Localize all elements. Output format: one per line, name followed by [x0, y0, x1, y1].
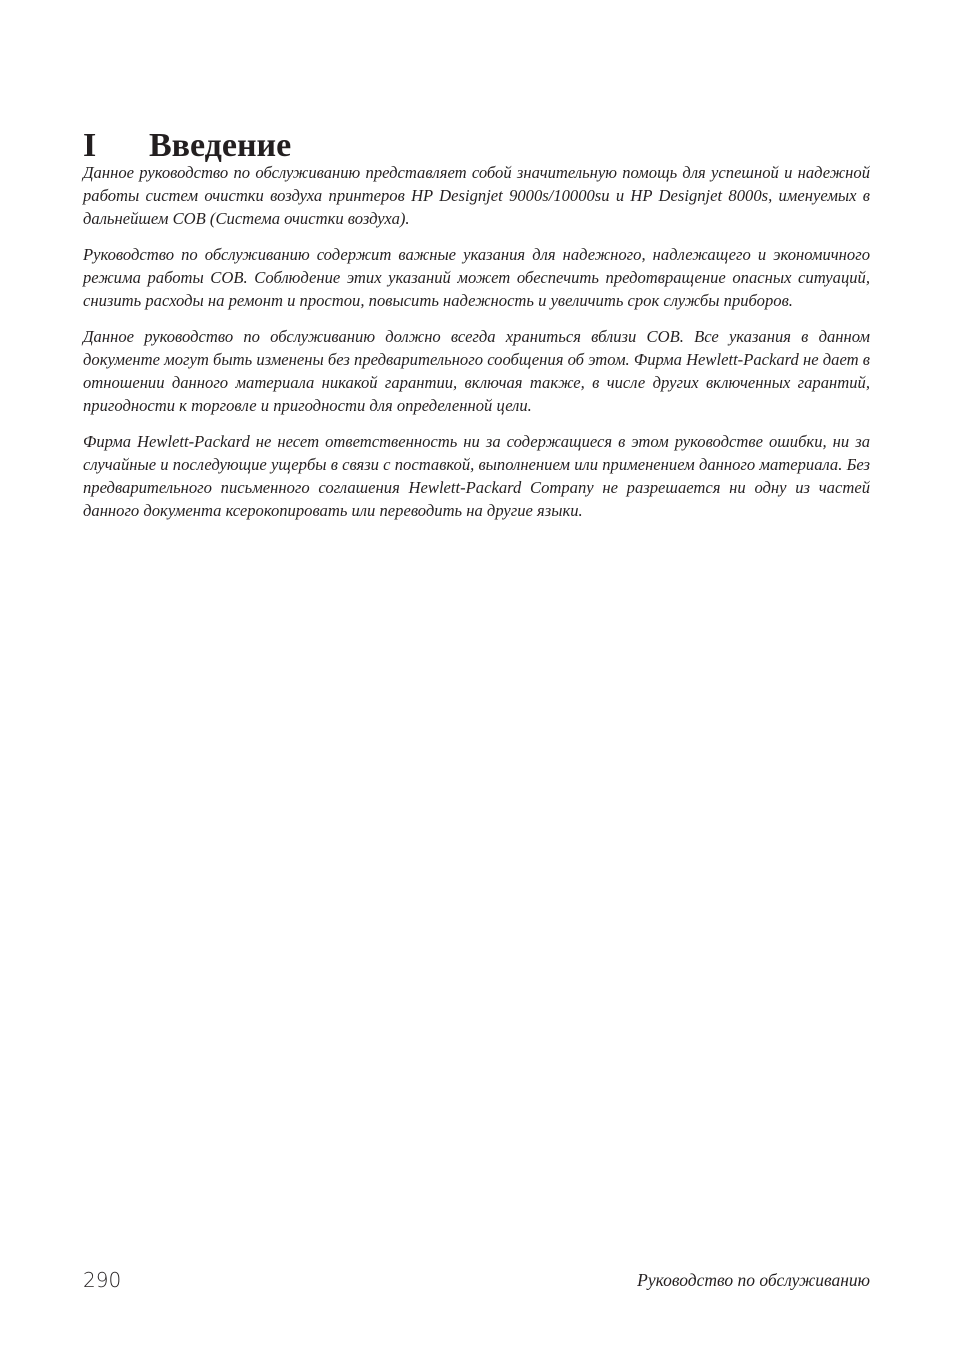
page-number: 290: [83, 1268, 122, 1292]
body-text: [83, 161, 870, 535]
footer-document-title: Руководство по обслуживанию: [637, 1270, 870, 1290]
paragraph-storage: Данное руководство по обслуживанию должно всегда храниться вблизи СОВ. Все указания в данном документе могут быть изменены без предварительного сообщения об этом. Фирма Hewlett-Packard не дает в отношении данного материала никакой гарантии, включая также, в числе других включенных гарантий, пригодности к торговле и пригодности для определенной цели.: [83, 327, 870, 415]
page-footer: [83, 1265, 870, 1295]
paragraph-liability: Фирма Hewlett-Packard не несет ответственность ни за содержащиеся в этом руководстве ошибки, ни за случайные и последующие ущербы в связи с поставкой, выполнением или применением данного материала. Без предварительного письменного соглашения Hewlett-Packard Company не разрешается ни одну из частей данного документа ксерокопировать или переводить на другие языки.: [83, 432, 870, 520]
paragraph-intro: Данное руководство по обслуживанию представляет собой значительную помощь для успешной и надежной работы систем очистки воздуха принтеров HP Designjet 9000s/10000su и HP Designjet 8000s, именуемых в дальнейшем СОВ (Система очистки воздуха).: [83, 163, 870, 228]
chapter-number: I: [83, 126, 97, 164]
chapter-title: Введение: [149, 126, 292, 164]
paragraph-instructions: Руководство по обслуживанию содержит важные указания для надежного, надлежащего и экономичного режима работы СОВ. Соблюдение этих указаний может обеспечить предотвращение опасных ситуаций, снизить расходы на ремонт и простои, повысить надежность и увеличить срок службы приборов.: [83, 245, 870, 310]
